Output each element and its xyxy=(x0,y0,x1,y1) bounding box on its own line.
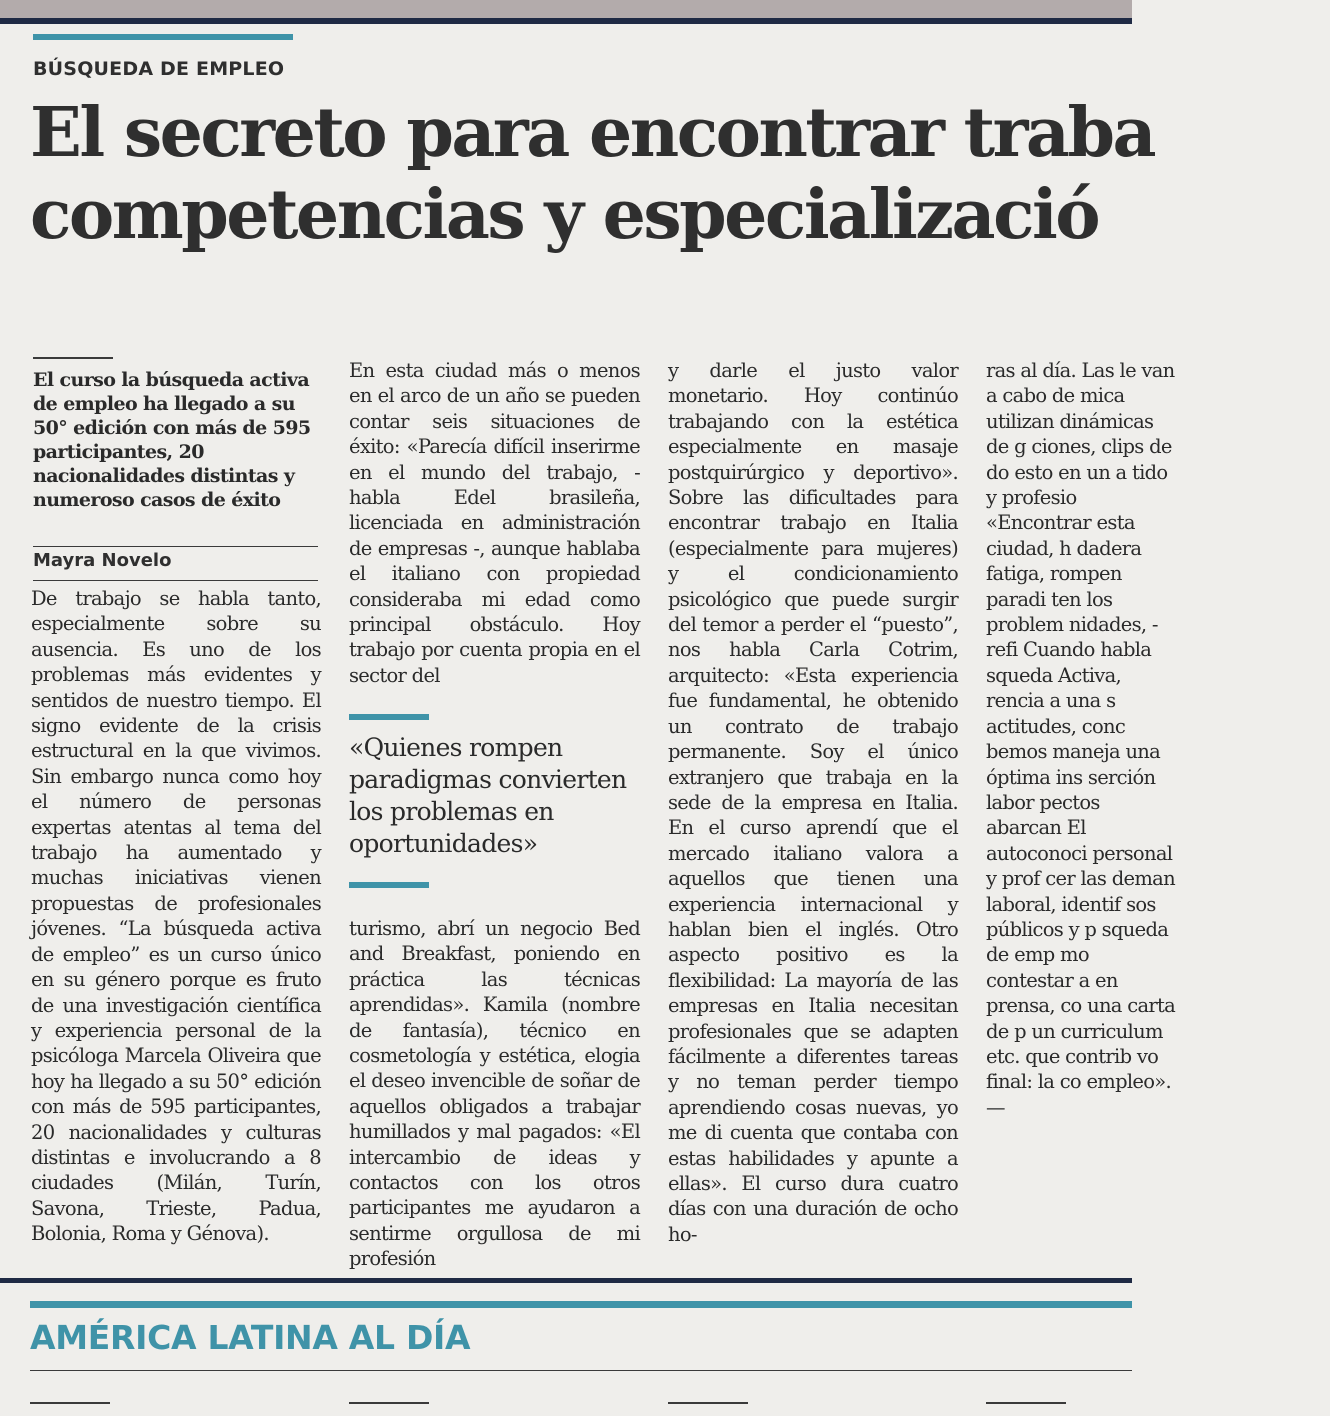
article-headline xyxy=(30,92,1330,256)
section-accent-bar xyxy=(30,1301,1132,1308)
headline-line-1: El secreto para encontrar traba xyxy=(30,93,1155,173)
article-column-4: ras al día. Las le van a cabo de mica utilizan dinámicas de g ciones, clips de do esto en un a tido y profesio «Encontrar esta ciudad, h dadera fatiga, rompen paradi ten los problem nidades, - refi Cuando habla squeda Activa, rencia a una s actitudes, conc bemos maneja una óptima ins serción labor pectos abarcan El autoconoci personal y prof cer las deman laboral, identif sos públicos y p squeda de emp mo contestar a en prensa, co una carta de p un curriculum etc. que contrib vo final: la co empleo». — xyxy=(986,359,1176,1119)
article-column-2-top: En esta ciudad más o menos en el arco de un año se pueden contar seis situaciones de éxito: «Parecía difícil inserirme en el mundo del trabajo, - habla Edel brasileña, licenciada en administración de empresas -, aunque hablaba el italiano con propiedad consideraba mi edad como principal obstáculo. Hoy trabajo por cuenta propia en el sector del xyxy=(349,359,640,687)
article-column-1: De trabajo se habla tanto, especialmente sobre su ausencia. Es uno de los problemas más evidentes y sentidos de nuestro tiempo. El signo evidente de la crisis estructural en la que vivimos. Sin embargo nunca como hoy el número de personas expertas atentas al tema del trabajo ha aumentado y muchas iniciativas vienen propuestas de profesionales jóvenes. “La búsqueda activa de empleo” es un curso único en su género porque es fruto de una investigación científica y experiencia personal de la psicóloga Marcela Oliveira que hoy ha llegado a su 50° edición con más de 595 participantes, 20 nacionalidades y culturas distintas e involucrando a 8 ciudades (Milán, Turín, Savona, Trieste, Padua, Bolonia, Roma y Génova). xyxy=(31,587,321,1246)
page-bottom-navy-rule xyxy=(0,1278,1132,1283)
byline-rule xyxy=(33,546,318,547)
article-lead: El curso la búsqueda activa de empleo ha llegado a su 50° edición con más de 595 participantes, 20 nacionalidades distintas y numeroso casos de éxito xyxy=(33,369,311,511)
headline-line-2: competencias y especializació xyxy=(30,175,1099,255)
byline-bottom-rule xyxy=(33,580,318,581)
article-column-2-bottom: turismo, abrí un negocio Bed and Breakfast, poniendo en práctica las técnicas aprendidas». Kamila (nombre de fantasía), técnico en cosmetología y estética, elogia el deseo invencible de soñar de aquellos obligados a trabajar humillados y mal pagados: «El intercambio de ideas y contactos con los otros participantes me ayudaron a sentirme orgullosa de mi profesión xyxy=(349,917,640,1271)
article-kicker: BÚSQUEDA DE EMPLEO xyxy=(33,58,285,80)
kicker-accent-bar xyxy=(33,34,293,40)
column-rule-1 xyxy=(30,1402,110,1404)
article-column-4-clip xyxy=(986,358,1176,1228)
pull-quote: «Quienes rompen paradigmas convierten los problemas en oportunidades» xyxy=(349,733,627,858)
column-rule-2 xyxy=(349,1402,429,1404)
article-byline: Mayra Novelo xyxy=(33,550,172,571)
column-rule-3 xyxy=(668,1402,748,1404)
article-column-3: y darle el justo valor monetario. Hoy continúo trabajando con la estética especialmente en masaje postquirúrgico y deportivo». Sobre las dificultades para encontrar trabajo en Italia (especialmente para mujeres) y el condicionamiento psicológico que puede surgir del temor a perder el “puesto”, nos habla Carla Cotrim, arquitecto: «Esta experiencia fue fundamental, he obtenido un contrato de trabajo permanente. Soy el único extranjero que trabaja en la sede de la empresa en Italia. En el curso aprendí que el mercado italiano valora a aquellos que tienen una experiencia internacional y hablan bien el inglés. Otro aspecto positivo es la flexibilidad: La mayoría de las empresas en Italia necesitan profesionales que se adapten fácilmente a diferentes tareas y no teman perder tiempo aprendiendo cosas nuevas, yo me di cuenta que contaba con estas habilidades y apunte a ellas». El curso dura cuatro días con una duración de ocho ho- xyxy=(668,359,958,1246)
column-rule-4 xyxy=(986,1402,1066,1404)
quote-bottom-accent xyxy=(349,882,429,888)
section-bottom-rule xyxy=(30,1370,1132,1371)
lead-top-rule xyxy=(33,357,113,359)
page-top-rule xyxy=(0,18,1132,24)
quote-top-accent xyxy=(349,714,429,720)
page-top-strip xyxy=(0,0,1132,18)
section-title: AMÉRICA LATINA AL DÍA xyxy=(30,1318,471,1357)
